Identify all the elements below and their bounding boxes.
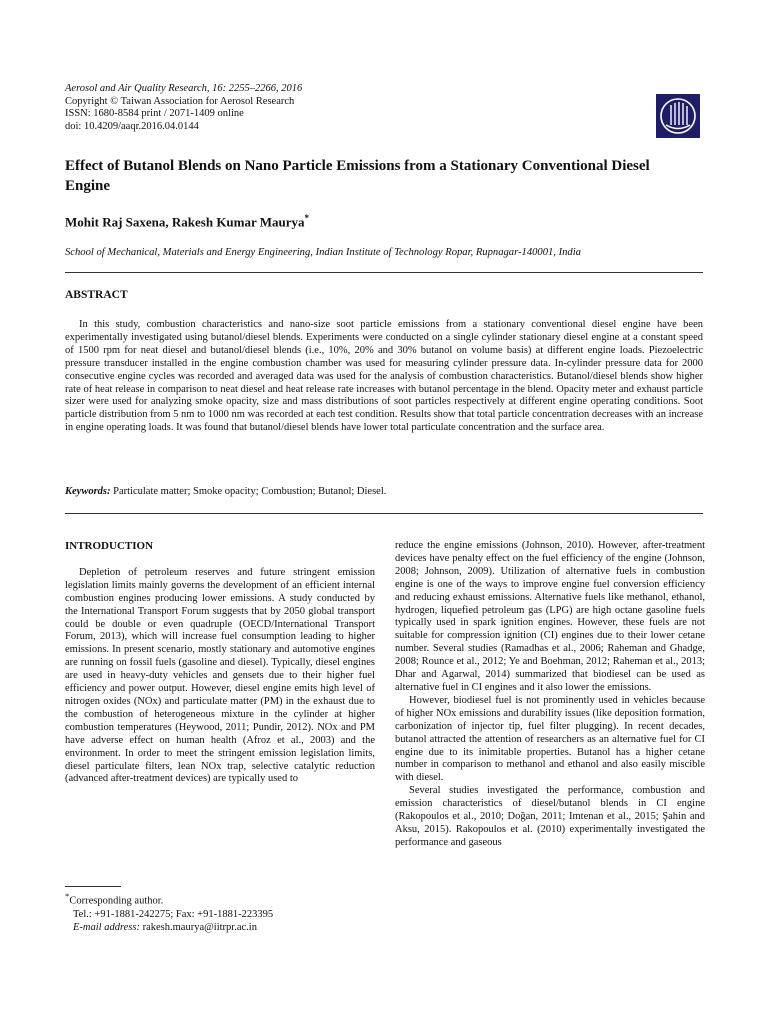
author-names: Mohit Raj Saxena, Rakesh Kumar Maurya bbox=[65, 214, 305, 230]
journal-logo-icon bbox=[656, 94, 700, 138]
journal-citation: Aerosol and Air Quality Research, 16: 2255–2266, 2016 bbox=[65, 83, 303, 94]
right-column bbox=[395, 540, 705, 850]
intro-paragraph: However, biodiesel fuel is not prominently used in vehicles because of higher NOx emissions and durability issues (like deposition formation, carbonization of injector tip, fuel filter plugging). In recent decades, butanol attracted the attention of researchers as an alternative fuel for CI engine due to its inimitable properties. Butanol has a higher cetane number in comparison to methanol and ethanol and also easily miscible with diesel. bbox=[395, 694, 705, 784]
corresponding-label: Corresponding author. bbox=[69, 895, 164, 907]
introduction-heading: INTRODUCTION bbox=[65, 540, 154, 552]
abstract-text: In this study, combustion characteristics and nano-size soot particle emissions from a stationary conventional diesel engine have been experimentally investigated using butanol/diesel blends. Experiments were conducted on a single cylinder stationary diesel engine at a constant speed of 1500 rpm for neat diesel and butanol/diesel blends (i.e., 10%, 20% and 30% butanol on volume basis) at different engine loads. Piezoelectric pressure transducer installed in the engine combustion chamber was used for measuring cylinder pressure data. In-cylinder pressure data for 2000 consecutive engine cycles was recorded and averaged data was used for the analysis of combustion characteristics. Butanol/diesel blends show higher rate of heat release in comparison to neat diesel and heat release rate increases with butanol percentage in the blend. Opacity meter and exhaust particle sizer were used for analyzing smoke opacity, size and mass distributions of soot particles respectively at different engine operating conditions. Soot particle distribution from 5 nm to 1000 nm was recorded at each test condition. Results show that total particle concentration decreases with an increase in engine operating loads. It was found that butanol/diesel blends have lower total particulate concentration and the surface area. bbox=[65, 319, 703, 434]
journal-header bbox=[65, 83, 302, 133]
issn-line: ISSN: 1680-8584 print / 2071-1409 online bbox=[65, 108, 244, 120]
doi-link[interactable]: doi: 10.4209/aaqr.2016.04.0144 bbox=[65, 120, 199, 132]
email-link[interactable]: rakesh.maurya@iitrpr.ac.in bbox=[142, 921, 257, 933]
keywords bbox=[65, 486, 386, 497]
abstract-heading: ABSTRACT bbox=[65, 289, 128, 301]
intro-paragraph: reduce the engine emissions (Johnson, 2010). However, after-treatment devices have penalty effect on the fuel efficiency of the engine (Johnson, 2008; Johnson, 2009). Utilization of alternative fuels in combustion engine is one of the ways to improve engine fuel conversion efficiency and reducing exhaust emissions. Alternative fuels like methanol, ethanol, hydrogen, liquefied petroleum gas (LPG) are high octane gasoline fuels typically used in spark ignition engines. However, these fuels are not suitable for compression ignition (CI) engines due to their lower cetane number. Several studies (Ramadhas et al., 2006; Raheman and Ghadge, 2008; Rounce et al., 2012; Ye and Boehman, 2012; Raheman et al., 2013; Dhar and Agarwal, 2014) summarized that biodiesel can be used as alternative fuel in CI engines and it also lower the emissions. bbox=[395, 540, 705, 693]
contact-phone: Tel.: +91-1881-242275; Fax: +91-1881-223395 bbox=[73, 908, 274, 920]
intro-paragraph: Depletion of petroleum reserves and future stringent emission legislation limits mainly governs the development of an efficient internal combustion engines producing lower emissions. A study conducted by the International Transport Forum suggests that by 2050 global transport could be double or even quadruple (OECD/International Transport Forum, 2013), which will increase fuel consumption leading to higher emissions. In present scenario, mostly stationary and automotive engines are running on fossil fuels (gasoline and diesel). Typically, diesel engines are used in heavy-duty vehicles and gensets due to their higher fuel efficiency and power output. However, diesel engine emits high level of nitrogen oxides (NOx) and particulate matter (PM) in the exhaust due to the combustion of heterogeneous mixture in the cylinder at higher combustion temperatures (Heywood, 2011; Pundir, 2012). NOx and PM have adverse effect on human health (Afroz et al., 2003) and the environment. In order to meet the stringent emission legislation limits, diesel particulate filters, lean NOx trap, selective catalytic reduction (advanced after-treatment devices) are typically used to bbox=[65, 566, 375, 785]
keywords-label: Keywords: bbox=[65, 486, 111, 497]
left-column bbox=[65, 540, 375, 786]
footnote bbox=[65, 890, 273, 934]
email-label: E-mail address: bbox=[73, 921, 140, 933]
paper-title: Effect of Butanol Blends on Nano Particle Emissions from a Stationary Conventional Diesel Engine bbox=[65, 158, 650, 194]
divider-bottom bbox=[65, 513, 703, 514]
affiliation: School of Mechanical, Materials and Energy Engineering, Indian Institute of Technology Ropar, Rupnagar-140001, India bbox=[65, 247, 581, 258]
footnote-mark: * bbox=[65, 891, 70, 901]
divider-top bbox=[65, 272, 703, 273]
copyright-line: Copyright © Taiwan Association for Aerosol Research bbox=[65, 95, 295, 107]
corresponding-mark: * bbox=[304, 213, 310, 223]
intro-paragraph: Several studies investigated the performance, combustion and emission characteristics of diesel/butanol blends in CI engine (Rakopoulos et al., 2010; Doğan, 2011; Imtenan et al., 2015; Şahin and Aksu, 2015). Rakopoulos et al. (2010) experimentally investigated the performance and gaseous bbox=[395, 785, 705, 848]
footnote-divider bbox=[65, 886, 121, 887]
keywords-text: Particulate matter; Smoke opacity; Combustion; Butanol; Diesel. bbox=[113, 486, 387, 497]
author-list bbox=[65, 213, 309, 230]
